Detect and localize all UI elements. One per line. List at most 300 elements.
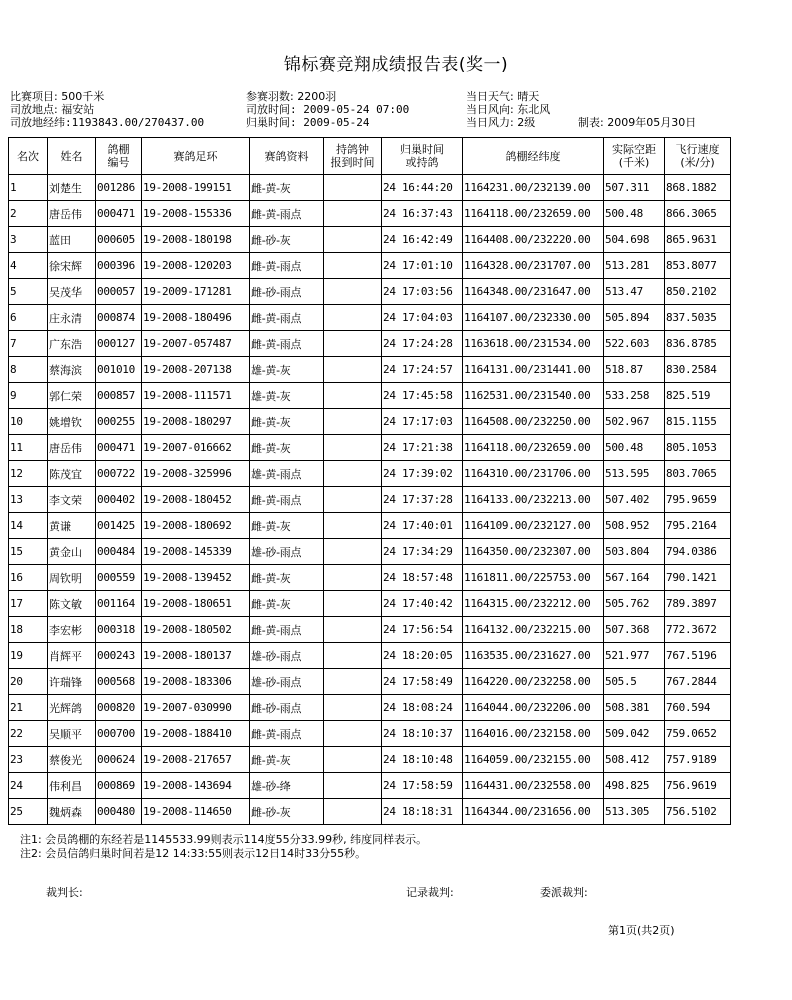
loft-id-cell: 000874 [96,305,142,331]
ring-cell: 19-2008-143694 [142,773,250,799]
return-time-cell: 24 18:57:48 [382,565,463,591]
return-time-cell: 24 17:03:56 [382,279,463,305]
rank-cell: 14 [9,513,48,539]
loft-coords-cell: 1164231.00/232139.00 [463,175,604,201]
return-time-cell: 24 17:58:59 [382,773,463,799]
return-time-cell: 24 17:58:49 [382,669,463,695]
loft-coords-cell: 1164016.00/232158.00 [463,721,604,747]
distance-cell: 504.698 [604,227,665,253]
distance-cell: 521.977 [604,643,665,669]
return-time-cell: 24 17:37:28 [382,487,463,513]
speed-cell: 795.2164 [665,513,731,539]
rank-cell: 16 [9,565,48,591]
distance-cell: 500.48 [604,201,665,227]
return-time-cell: 24 17:34:29 [382,539,463,565]
meta-birds-count: 参赛羽数: 2200羽 [246,90,337,103]
clock-time-cell [324,383,382,409]
speed-cell: 815.1155 [665,409,731,435]
return-time-cell: 24 17:39:02 [382,461,463,487]
loft-id-cell: 001286 [96,175,142,201]
ring-cell: 19-2008-180651 [142,591,250,617]
loft-id-cell: 000484 [96,539,142,565]
return-time-cell: 24 16:42:49 [382,227,463,253]
return-time-cell: 24 18:08:24 [382,695,463,721]
table-row [9,383,731,409]
return-time-cell: 24 17:40:42 [382,591,463,617]
bird-info-cell: 雌-黄-雨点 [250,253,324,279]
meta-weather: 当日天气: 晴天 [466,90,540,103]
rank-cell: 8 [9,357,48,383]
clock-time-cell [324,331,382,357]
return-time-cell: 24 17:01:10 [382,253,463,279]
loft-coords-cell: 1164348.00/231647.00 [463,279,604,305]
return-time-cell: 24 16:37:43 [382,201,463,227]
bird-info-cell: 雌-黄-雨点 [250,721,324,747]
table-row [9,357,731,383]
bird-info-cell: 雌-黄-雨点 [250,487,324,513]
ring-cell: 19-2008-217657 [142,747,250,773]
table-row [9,669,731,695]
loft-coords-cell: 1164109.00/232127.00 [463,513,604,539]
table-row [9,227,731,253]
name-cell: 唐岳伟 [48,435,96,461]
return-time-cell: 24 17:40:01 [382,513,463,539]
rank-cell: 25 [9,799,48,825]
chief-judge-label: 裁判长: [46,886,83,899]
name-cell: 蓝田 [48,227,96,253]
meta-release-time: 司放时间: 2009-05-24 07:00 [246,103,410,116]
ring-cell: 19-2008-120203 [142,253,250,279]
clock-time-cell [324,695,382,721]
clock-time-cell [324,747,382,773]
rank-cell: 7 [9,331,48,357]
ring-cell: 19-2008-180502 [142,617,250,643]
loft-id-cell: 000869 [96,773,142,799]
bird-info-cell: 雌-黄-灰 [250,565,324,591]
ring-cell: 19-2008-180198 [142,227,250,253]
clock-time-cell [324,513,382,539]
loft-coords-cell: 1164344.00/231656.00 [463,799,604,825]
clock-time-cell [324,669,382,695]
distance-cell: 500.48 [604,435,665,461]
name-cell: 黄金山 [48,539,96,565]
distance-cell: 513.305 [604,799,665,825]
name-cell: 李文荣 [48,487,96,513]
col-return-time-header: 归巢时间 或持鸽 [382,138,463,175]
table-row [9,643,731,669]
loft-id-cell: 001425 [96,513,142,539]
return-time-cell: 24 18:10:48 [382,747,463,773]
return-time-cell: 24 16:44:20 [382,175,463,201]
loft-id-cell: 000255 [96,409,142,435]
return-time-cell: 24 18:18:31 [382,799,463,825]
bird-info-cell: 雄-黄-灰 [250,357,324,383]
col-loft-id-header: 鸽棚 编号 [96,138,142,175]
table-row [9,175,731,201]
distance-cell: 507.311 [604,175,665,201]
loft-id-cell: 000568 [96,669,142,695]
distance-cell: 522.603 [604,331,665,357]
loft-id-cell: 000318 [96,617,142,643]
bird-info-cell: 雄-砂-绛 [250,773,324,799]
loft-id-cell: 000243 [96,643,142,669]
col-name-header: 姓名 [48,138,96,175]
loft-coords-cell: 1164350.00/232307.00 [463,539,604,565]
loft-id-cell: 000471 [96,201,142,227]
loft-coords-cell: 1163618.00/231534.00 [463,331,604,357]
clock-time-cell [324,409,382,435]
table-row [9,305,731,331]
name-cell: 李宏彬 [48,617,96,643]
rank-cell: 2 [9,201,48,227]
bird-info-cell: 雌-黄-灰 [250,513,324,539]
loft-coords-cell: 1164431.00/232558.00 [463,773,604,799]
loft-coords-cell: 1164132.00/232215.00 [463,617,604,643]
speed-cell: 825.519 [665,383,731,409]
clock-time-cell [324,721,382,747]
ring-cell: 19-2008-155336 [142,201,250,227]
speed-cell: 767.5196 [665,643,731,669]
return-time-cell: 24 18:10:37 [382,721,463,747]
loft-coords-cell: 1164310.00/231706.00 [463,461,604,487]
distance-cell: 508.952 [604,513,665,539]
clock-time-cell [324,461,382,487]
distance-cell: 509.042 [604,721,665,747]
bird-info-cell: 雌-黄-灰 [250,435,324,461]
speed-cell: 795.9659 [665,487,731,513]
distance-cell: 498.825 [604,773,665,799]
distance-cell: 505.5 [604,669,665,695]
meta-wind-force: 当日风力: 2级 [466,116,536,129]
loft-id-cell: 000471 [96,435,142,461]
table-row [9,591,731,617]
rank-cell: 13 [9,487,48,513]
meta-release-place: 司放地点: 福安站 [10,103,95,116]
rank-cell: 10 [9,409,48,435]
ring-cell: 19-2008-180692 [142,513,250,539]
rank-cell: 19 [9,643,48,669]
distance-cell: 533.258 [604,383,665,409]
distance-cell: 508.381 [604,695,665,721]
col-speed-header: 飞行速度 (米/分) [665,138,731,175]
ring-cell: 19-2008-180452 [142,487,250,513]
ring-cell: 19-2008-180137 [142,643,250,669]
rank-cell: 15 [9,539,48,565]
speed-cell: 789.3897 [665,591,731,617]
name-cell: 许瑞锋 [48,669,96,695]
clock-time-cell [324,591,382,617]
clock-time-cell [324,617,382,643]
table-row [9,201,731,227]
loft-coords-cell: 1164118.00/232659.00 [463,201,604,227]
bird-info-cell: 雌-砂-灰 [250,799,324,825]
bird-info-cell: 雌-黄-灰 [250,409,324,435]
speed-cell: 772.3672 [665,617,731,643]
clock-time-cell [324,799,382,825]
clock-time-cell [324,435,382,461]
bird-info-cell: 雌-砂-雨点 [250,695,324,721]
speed-cell: 760.594 [665,695,731,721]
col-ring-header: 赛鸽足环 [142,138,250,175]
ring-cell: 19-2007-057487 [142,331,250,357]
distance-cell: 508.412 [604,747,665,773]
table-row [9,461,731,487]
table-row [9,279,731,305]
rank-cell: 5 [9,279,48,305]
assigned-judge-label: 委派裁判: [540,886,588,899]
loft-id-cell: 000559 [96,565,142,591]
table-row [9,435,731,461]
return-time-cell: 24 17:17:03 [382,409,463,435]
speed-cell: 866.3065 [665,201,731,227]
distance-cell: 518.87 [604,357,665,383]
rank-cell: 17 [9,591,48,617]
speed-cell: 836.8785 [665,331,731,357]
rank-cell: 11 [9,435,48,461]
ring-cell: 19-2008-188410 [142,721,250,747]
loft-coords-cell: 1164220.00/232258.00 [463,669,604,695]
bird-info-cell: 雄-砂-雨点 [250,643,324,669]
return-time-cell: 24 17:24:57 [382,357,463,383]
speed-cell: 803.7065 [665,461,731,487]
ring-cell: 19-2008-199151 [142,175,250,201]
loft-coords-cell: 1164118.00/232659.00 [463,435,604,461]
meta-race-item: 比赛项目: 500千米 [10,90,105,103]
name-cell: 郭仁荣 [48,383,96,409]
bird-info-cell: 雌-砂-雨点 [250,279,324,305]
ring-cell: 19-2008-139452 [142,565,250,591]
results-table [8,137,731,825]
rank-cell: 6 [9,305,48,331]
return-time-cell: 24 17:21:38 [382,435,463,461]
loft-coords-cell: 1161811.00/225753.00 [463,565,604,591]
loft-coords-cell: 1164133.00/232213.00 [463,487,604,513]
rank-cell: 21 [9,695,48,721]
loft-coords-cell: 1164131.00/231441.00 [463,357,604,383]
loft-id-cell: 000127 [96,331,142,357]
ring-cell: 19-2008-111571 [142,383,250,409]
speed-cell: 757.9189 [665,747,731,773]
name-cell: 徐宋辉 [48,253,96,279]
speed-cell: 830.2584 [665,357,731,383]
bird-info-cell: 雄-黄-雨点 [250,461,324,487]
loft-id-cell: 000820 [96,695,142,721]
distance-cell: 507.402 [604,487,665,513]
speed-cell: 853.8077 [665,253,731,279]
name-cell: 姚增钦 [48,409,96,435]
loft-coords-cell: 1164059.00/232155.00 [463,747,604,773]
name-cell: 伟利昌 [48,773,96,799]
page-number: 第1页(共2页) [608,924,675,937]
return-time-cell: 24 17:24:28 [382,331,463,357]
loft-coords-cell: 1164508.00/232250.00 [463,409,604,435]
col-loft-coords-header: 鸽棚经纬度 [463,138,604,175]
distance-cell: 513.281 [604,253,665,279]
speed-cell: 756.5102 [665,799,731,825]
speed-cell: 790.1421 [665,565,731,591]
table-row [9,331,731,357]
clock-time-cell [324,201,382,227]
table-row [9,409,731,435]
speed-cell: 756.9619 [665,773,731,799]
bird-info-cell: 雌-黄-雨点 [250,201,324,227]
note-2: 注2: 会员信鸽归巢时间若是12 14:33:55则表示12日14时33分55秒。 [20,847,367,860]
ring-cell: 19-2008-114650 [142,799,250,825]
speed-cell: 794.0386 [665,539,731,565]
loft-coords-cell: 1164044.00/232206.00 [463,695,604,721]
loft-id-cell: 000857 [96,383,142,409]
distance-cell: 505.762 [604,591,665,617]
return-time-cell: 24 17:56:54 [382,617,463,643]
distance-cell: 503.804 [604,539,665,565]
loft-coords-cell: 1164328.00/231707.00 [463,253,604,279]
name-cell: 蔡海滨 [48,357,96,383]
name-cell: 肖辉平 [48,643,96,669]
name-cell: 陈文敏 [48,591,96,617]
record-judge-label: 记录裁判: [406,886,454,899]
speed-cell: 805.1053 [665,435,731,461]
loft-id-cell: 001010 [96,357,142,383]
table-body [9,175,731,825]
ring-cell: 19-2007-030990 [142,695,250,721]
table-row [9,799,731,825]
clock-time-cell [324,643,382,669]
bird-info-cell: 雌-黄-灰 [250,747,324,773]
loft-id-cell: 000722 [96,461,142,487]
loft-id-cell: 000057 [96,279,142,305]
speed-cell: 759.0652 [665,721,731,747]
rank-cell: 3 [9,227,48,253]
ring-cell: 19-2009-171281 [142,279,250,305]
name-cell: 黄谦 [48,513,96,539]
name-cell: 魏炳森 [48,799,96,825]
bird-info-cell: 雌-黄-雨点 [250,331,324,357]
loft-id-cell: 000605 [96,227,142,253]
col-bird-info-header: 赛鸽资料 [250,138,324,175]
col-distance-header: 实际空距 (千米) [604,138,665,175]
name-cell: 吴茂华 [48,279,96,305]
table-row [9,721,731,747]
report-title: 锦标赛竞翔成绩报告表(奖一) [283,55,509,75]
bird-info-cell: 雄-砂-雨点 [250,539,324,565]
loft-id-cell: 000480 [96,799,142,825]
bird-info-cell: 雌-黄-灰 [250,175,324,201]
rank-cell: 9 [9,383,48,409]
bird-info-cell: 雌-黄-雨点 [250,305,324,331]
ring-cell: 19-2007-016662 [142,435,250,461]
name-cell: 吴顺平 [48,721,96,747]
col-clock-time-header: 持鸽钟 报到时间 [324,138,382,175]
loft-id-cell: 000700 [96,721,142,747]
table-row [9,747,731,773]
table-row [9,617,731,643]
table-row [9,695,731,721]
table-header-row [9,138,731,175]
speed-cell: 767.2844 [665,669,731,695]
clock-time-cell [324,539,382,565]
ring-cell: 19-2008-180496 [142,305,250,331]
speed-cell: 868.1882 [665,175,731,201]
ring-cell: 19-2008-145339 [142,539,250,565]
ring-cell: 19-2008-207138 [142,357,250,383]
name-cell: 唐岳伟 [48,201,96,227]
clock-time-cell [324,565,382,591]
distance-cell: 513.595 [604,461,665,487]
loft-coords-cell: 1164408.00/232220.00 [463,227,604,253]
bird-info-cell: 雄-砂-雨点 [250,669,324,695]
meta-release-coords: 司放地经纬:1193843.00/270437.00 [10,116,205,129]
name-cell: 刘楚生 [48,175,96,201]
name-cell: 陈茂宜 [48,461,96,487]
clock-time-cell [324,357,382,383]
table-row [9,253,731,279]
distance-cell: 502.967 [604,409,665,435]
rank-cell: 23 [9,747,48,773]
note-1: 注1: 会员鸽棚的东经若是1145533.99则表示114度55分33.99秒, 纬度同样表示。 [20,833,428,846]
rank-cell: 12 [9,461,48,487]
loft-id-cell: 001164 [96,591,142,617]
table-row [9,513,731,539]
bird-info-cell: 雄-黄-灰 [250,383,324,409]
meta-return-time: 归巢时间: 2009-05-24 [246,116,370,129]
distance-cell: 505.894 [604,305,665,331]
clock-time-cell [324,279,382,305]
table-row [9,487,731,513]
loft-id-cell: 000402 [96,487,142,513]
return-time-cell: 24 17:45:58 [382,383,463,409]
clock-time-cell [324,773,382,799]
distance-cell: 507.368 [604,617,665,643]
speed-cell: 865.9631 [665,227,731,253]
return-time-cell: 24 17:04:03 [382,305,463,331]
rank-cell: 22 [9,721,48,747]
rank-cell: 18 [9,617,48,643]
name-cell: 广东浩 [48,331,96,357]
loft-coords-cell: 1163535.00/231627.00 [463,643,604,669]
ring-cell: 19-2008-183306 [142,669,250,695]
loft-coords-cell: 1164107.00/232330.00 [463,305,604,331]
speed-cell: 837.5035 [665,305,731,331]
meta-made-date: 制表: 2009年05月30日 [578,116,697,129]
meta-wind-direction: 当日风向: 东北风 [466,103,551,116]
clock-time-cell [324,305,382,331]
clock-time-cell [324,175,382,201]
clock-time-cell [324,253,382,279]
rank-cell: 24 [9,773,48,799]
loft-id-cell: 000396 [96,253,142,279]
rank-cell: 20 [9,669,48,695]
bird-info-cell: 雌-黄-灰 [250,591,324,617]
table-row [9,565,731,591]
rank-cell: 1 [9,175,48,201]
name-cell: 光辉鸽 [48,695,96,721]
bird-info-cell: 雌-黄-雨点 [250,617,324,643]
table-row [9,539,731,565]
rank-cell: 4 [9,253,48,279]
distance-cell: 567.164 [604,565,665,591]
ring-cell: 19-2008-180297 [142,409,250,435]
name-cell: 庄永清 [48,305,96,331]
loft-coords-cell: 1162531.00/231540.00 [463,383,604,409]
loft-id-cell: 000624 [96,747,142,773]
speed-cell: 850.2102 [665,279,731,305]
name-cell: 周钦明 [48,565,96,591]
col-rank-header: 名次 [9,138,48,175]
loft-coords-cell: 1164315.00/232212.00 [463,591,604,617]
clock-time-cell [324,227,382,253]
return-time-cell: 24 18:20:05 [382,643,463,669]
table-row [9,773,731,799]
